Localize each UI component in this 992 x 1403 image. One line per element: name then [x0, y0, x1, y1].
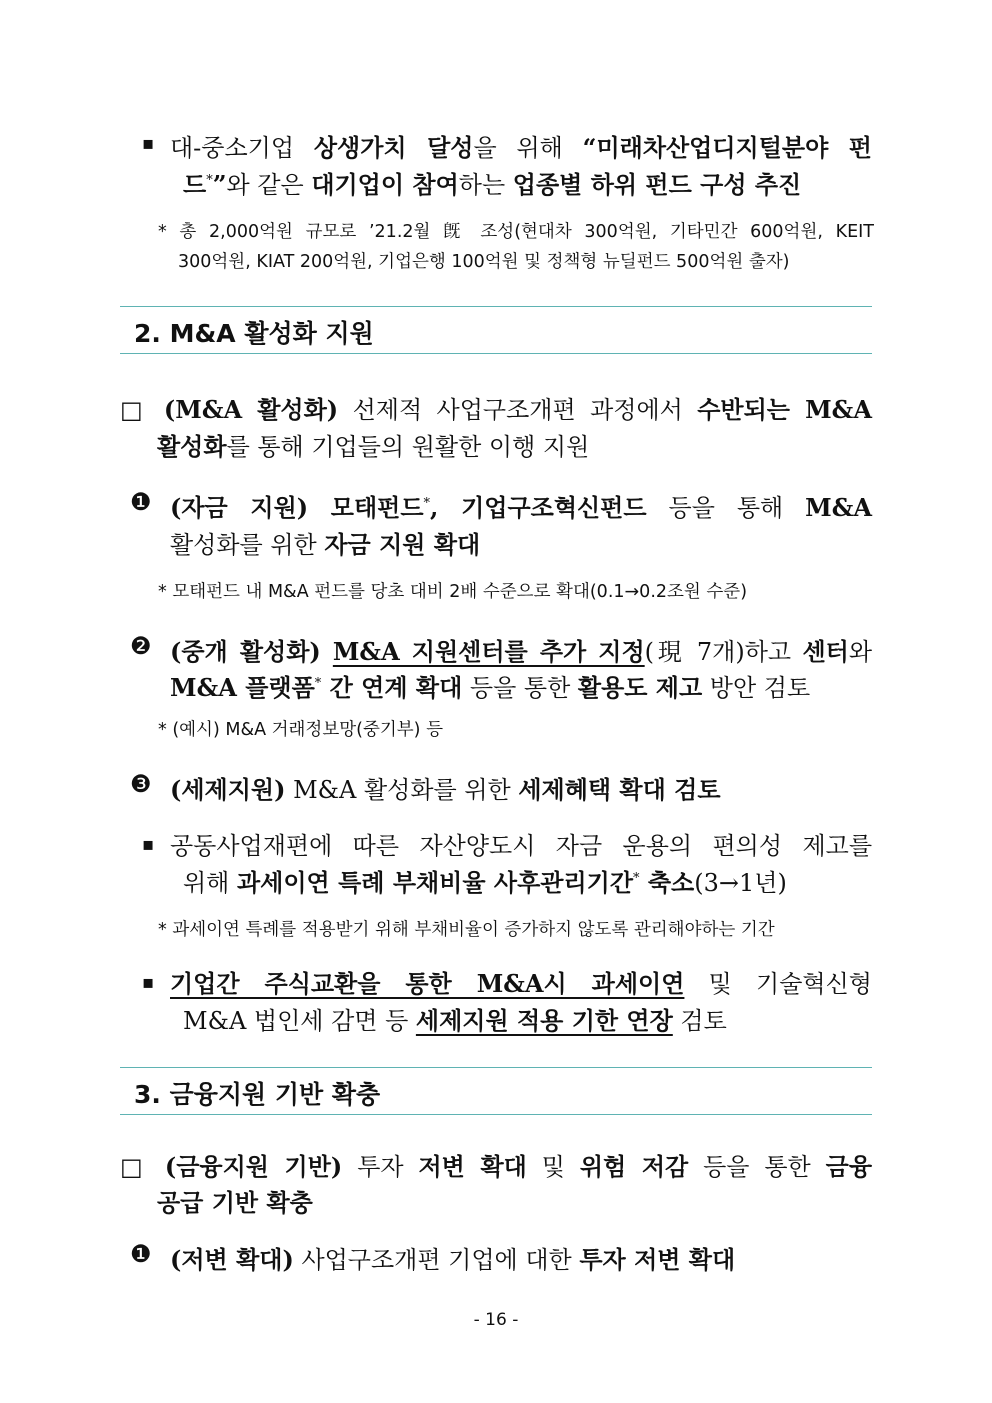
square-bullet-icon: ▪ [142, 972, 155, 993]
item-2-line-2: M&A 플랫폼* 간 연계 확대 등을 통한 활용도 제고 방안 검토 [170, 673, 811, 702]
ma-box-line-1: □ (M&A 활성화) 선제적 사업구조개편 과정에서 수반되는 M&A [120, 395, 872, 424]
number-3-icon: ❸ [130, 770, 152, 798]
sub-2-bullet [142, 966, 154, 994]
item-1-line-1: (자금 지원) 모태펀드*, 기업구조혁신펀드 등을 통해 M&A [170, 493, 873, 522]
number-2-icon: ❷ [130, 632, 152, 660]
item-2-footnote: * (예시) M&A 거래정보망(중기부) 등 [158, 720, 443, 740]
sub-1-line-2: 위해 과세이연 특례 부채비율 사후관리기간* 축소(3→1년) [183, 868, 787, 897]
section-3-top-rule [120, 1067, 872, 1068]
item-1-footnote: * 모태펀드 내 M&A 펀드를 당초 대비 2배 수준으로 확대(0.1→0.2조원 수준) [158, 582, 748, 602]
square-bullet-icon: ▪ [142, 133, 155, 154]
fund-footnote-2: 300억원, KIAT 200억원, 기업은행 100억원 및 정책형 뉴딜펀드 500억원 출자) [178, 252, 790, 272]
sub-2-line-2: M&A 법인세 감면 등 세제지원 적용 기한 연장 검토 [183, 1006, 727, 1035]
item-1-number [130, 488, 152, 516]
finance-box-line-1: □ (금융지원 기반) 투자 저변 확대 및 위험 저감 등을 통한 금융 [120, 1152, 873, 1181]
item-2-line-1: (중개 활성화) M&A 지원센터를 추가 지정(現 7개)하고 센터와 [170, 637, 873, 666]
item-3-line-1: (세제지원) M&A 활성화를 위한 세제혜택 확대 검토 [170, 775, 721, 804]
box-bullet-icon: □ [120, 1153, 165, 1181]
section-3-bottom-rule [120, 1114, 872, 1115]
fund-bullet-line-1 [142, 130, 154, 158]
section-3-title: 3. 금융지원 기반 확충 [134, 1080, 381, 1109]
finance-box-line-2: 공급 기반 확충 [157, 1188, 313, 1217]
item-2-number [130, 632, 152, 660]
box-bullet-icon: □ [120, 396, 164, 424]
section-2-top-rule [120, 306, 872, 307]
finance-item-1-line: (저변 확대) 사업구조개편 기업에 대한 투자 저변 확대 [170, 1245, 736, 1274]
sub-1-footnote: * 과세이연 특례를 적용받기 위해 부채비율이 증가하지 않도록 관리해야하는 기간 [158, 920, 775, 940]
sub-1-bullet [142, 828, 154, 856]
section-2-bottom-rule [120, 353, 872, 354]
item-1-line-2: 활성화를 위한 자금 지원 확대 [170, 530, 481, 559]
number-1-icon: ❶ [130, 1240, 152, 1268]
fund-bullet-text-2: 드*”와 같은 대기업이 참여하는 업종별 하위 펀드 구성 추진 [183, 170, 802, 199]
fund-footnote-1: * 총 2,000억원 규모로 ’21.2월 旣 조성(현대차 300억원, 기타민간 600억원, KEIT [158, 222, 874, 242]
number-1-icon: ❶ [130, 488, 152, 516]
square-bullet-icon: ▪ [142, 834, 155, 855]
sub-1-line-1: 공동사업재편에 따른 자산양도시 자금 운용의 편의성 제고를 [170, 832, 872, 860]
item-3-number [130, 770, 152, 798]
finance-item-1-number [130, 1240, 152, 1268]
fund-bullet-text-1: 대-중소기업 상생가치 달성을 위해 “미래차산업디지털분야 펀 [170, 133, 872, 162]
page-number: - 16 - [473, 1310, 519, 1330]
sub-2-line-1: 기업간 주식교환을 통한 M&A시 과세이연 및 기술혁신형 [170, 969, 872, 998]
ma-box-line-2: 활성화를 통해 기업들의 원활한 이행 지원 [157, 432, 590, 461]
section-2-title: 2. M&A 활성화 지원 [134, 319, 374, 348]
